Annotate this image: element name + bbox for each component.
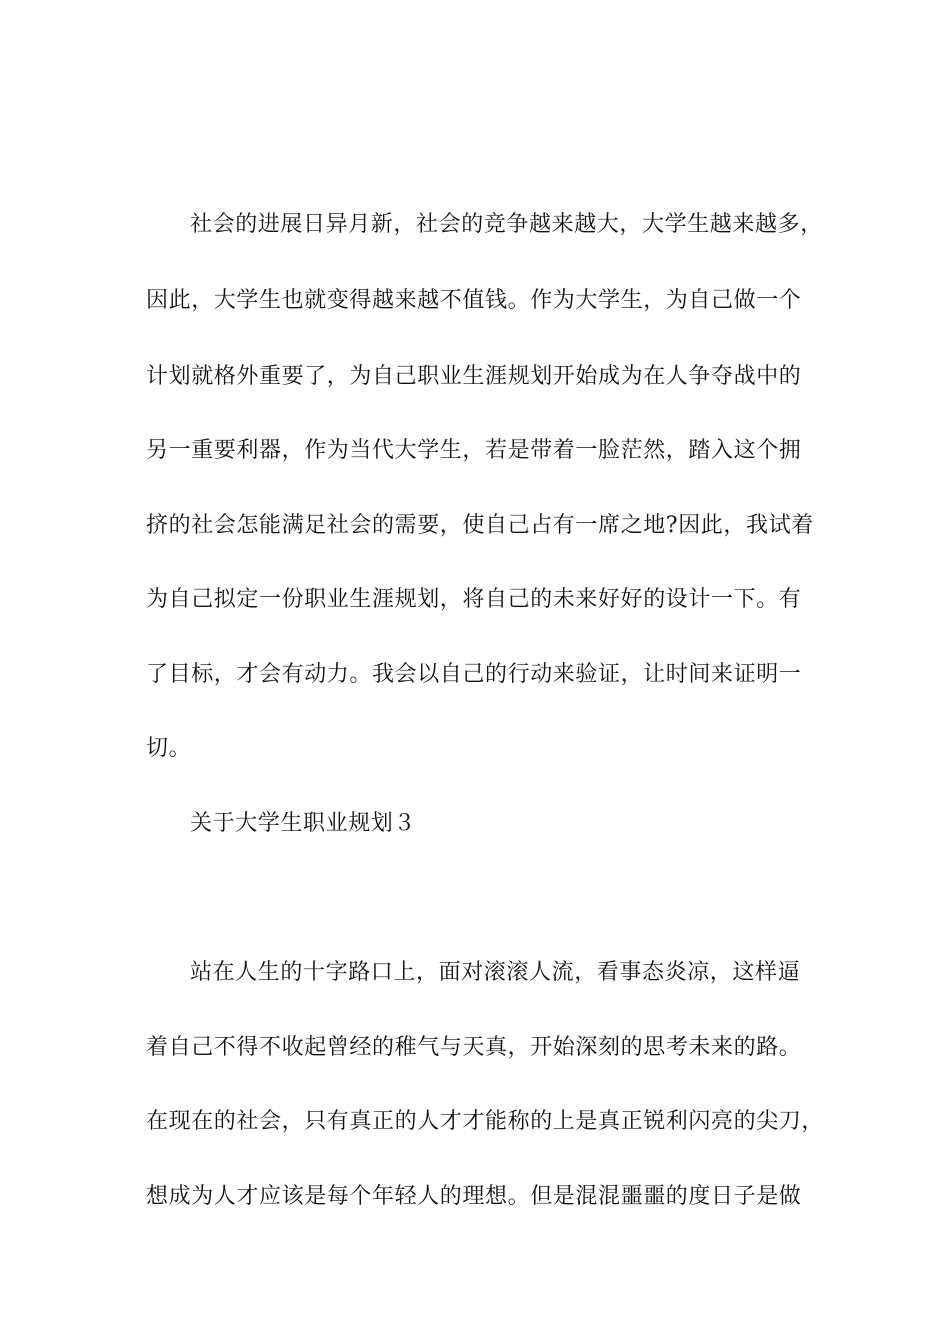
section-heading: 关于大学生职业规划３ [190, 811, 417, 836]
paragraph-1-line-4: 另一重要利器，作为当代大学生，若是带着一脸茫然，踏入这个拥 [146, 438, 802, 463]
paragraph-2-line-4: 想成为人才应该是每个年轻人的理想。但是混混噩噩的度日子是做 [146, 1184, 802, 1209]
paragraph-1-line-5: 挤的社会怎能满足社会的需要，使自己占有一席之地?因此，我试着 [146, 513, 814, 538]
paragraph-1-line-3: 计划就格外重要了，为自己职业生涯规划开始成为在人争夺战中的 [146, 364, 802, 389]
paragraph-1-line-8: 切。 [146, 736, 192, 761]
paragraph-1-line-7: 了目标，才会有动力。我会以自己的行动来验证，让时间来证明一 [146, 662, 802, 687]
paragraph-1-line-6: 为自己拟定一份职业生涯规划，将自己的未来好好的设计一下。有 [146, 587, 802, 612]
paragraph-2-line-1: 站在人生的十字路口上，面对滚滚人流，看事态炎凉，这样逼 [190, 960, 801, 985]
paragraph-1-line-2: 因此，大学生也就变得越来越不值钱。作为大学生，为自己做一个 [146, 288, 802, 313]
paragraph-1-line-1: 社会的进展日异月新，社会的竞争越来越大，大学生越来越多， [190, 212, 823, 237]
paragraph-2-line-3: 在现在的社会，只有真正的人才才能称的上是真正锐利闪亮的尖刀， [146, 1109, 825, 1134]
paragraph-2-line-2: 着自己不得不收起曾经的稚气与天真，开始深刻的思考未来的路。 [146, 1035, 802, 1060]
